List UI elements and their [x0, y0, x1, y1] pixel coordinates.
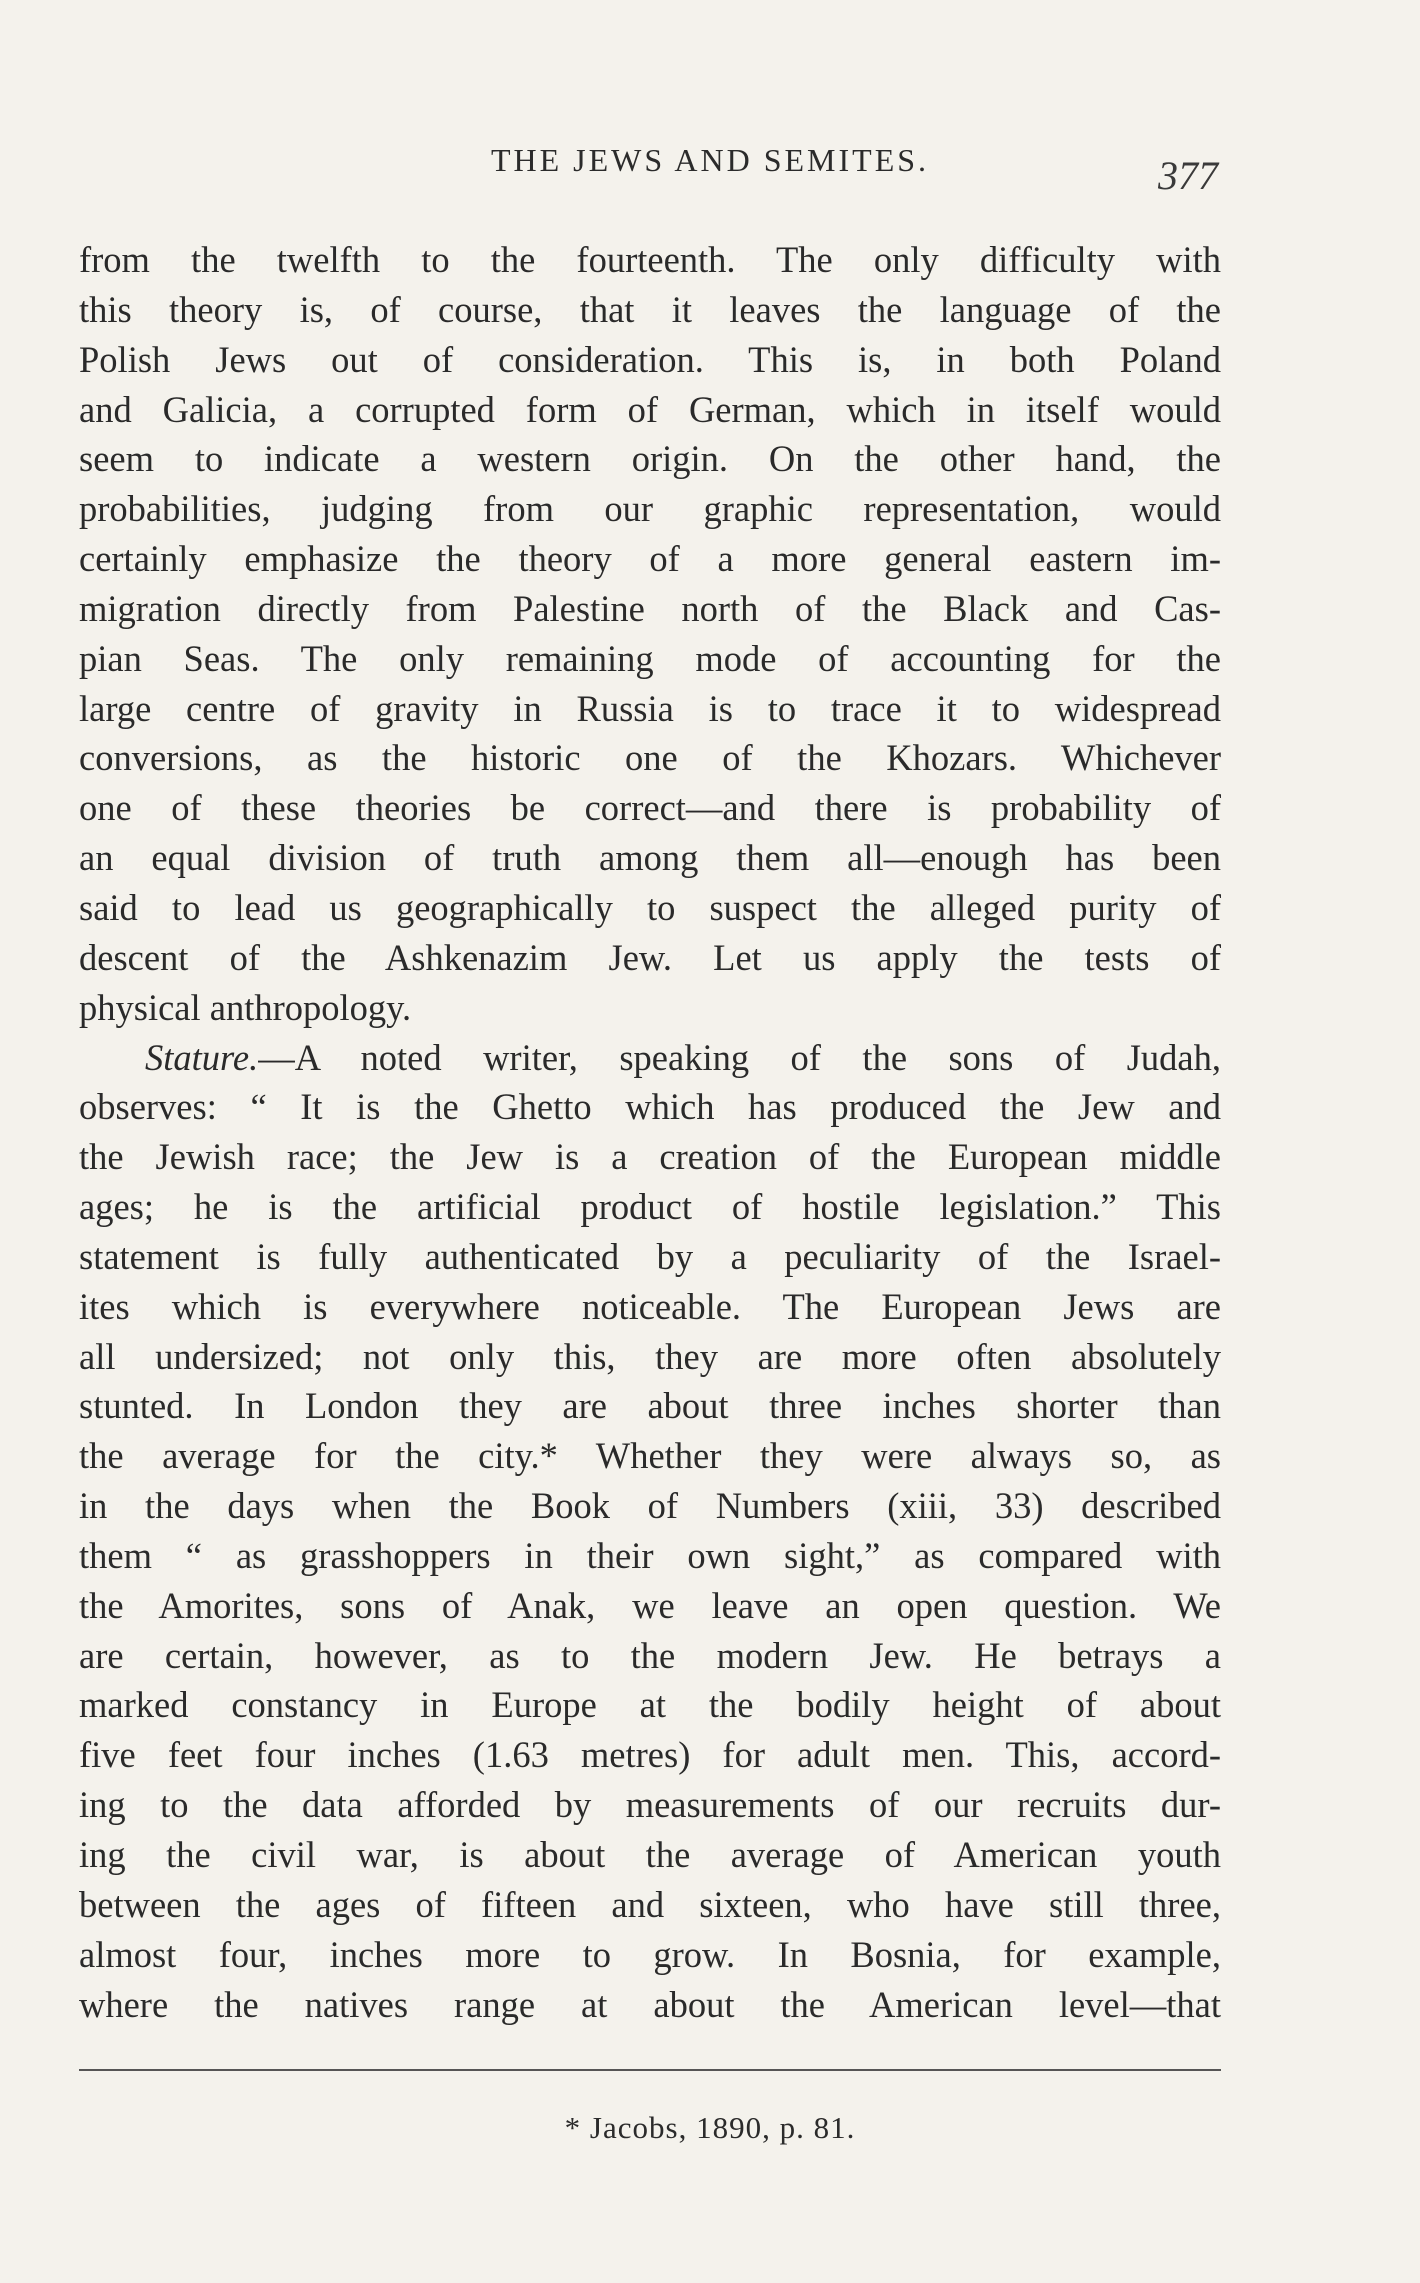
- text-line: between the ages of fifteen and sixteen, who have still three,: [79, 1883, 1221, 1925]
- text-line: almost four, inches more to grow. In Bosnia, for example,: [79, 1933, 1221, 1975]
- text-line: ing to the data afforded by measurements of our recruits dur-: [79, 1784, 1221, 1826]
- text-line: and Galicia, a corrupted form of German, which in itself would: [79, 388, 1221, 430]
- text-line: this theory is, of course, that it leaves the language of the: [79, 288, 1221, 330]
- text-line: are certain, however, as to the modern Jew. He betrays a: [79, 1634, 1221, 1676]
- text-line: Polish Jews out of consideration. This is, in both Poland: [79, 338, 1221, 380]
- text-line: conversions, as the historic one of the Khozars. Whichever: [79, 737, 1221, 779]
- text-line: the average for the city.* Whether they were always so, as: [79, 1435, 1221, 1477]
- text-line: stunted. In London they are about three inches shorter than: [79, 1385, 1221, 1427]
- footnote-divider: [79, 2069, 1221, 2071]
- text-line: descent of the Ashkenazim Jew. Let us apply the tests of: [79, 936, 1221, 978]
- running-head-title: THE JEWS AND SEMITES.: [490, 142, 930, 178]
- text-line: seem to indicate a western origin. On the other hand, the: [79, 438, 1221, 480]
- page-number: 377: [1158, 153, 1218, 198]
- text-line: probabilities, judging from our graphic representation, would: [79, 488, 1221, 530]
- text-line: observes: “ It is the Ghetto which has produced the Jew and: [79, 1086, 1221, 1128]
- text-line: pian Seas. The only remaining mode of accounting for the: [79, 637, 1221, 679]
- text-line: the Jewish race; the Jew is a creation of the European middle: [79, 1136, 1221, 1178]
- text-line: them “ as grasshoppers in their own sight,” as compared with: [79, 1534, 1221, 1576]
- paragraph-first-line: [79, 1033, 1221, 1083]
- body-text: [79, 235, 1221, 2029]
- footnote: * Jacobs, 1890, p. 81.: [564, 2110, 856, 2145]
- text-line: statement is fully authenticated by a peculiarity of the Israel-: [79, 1235, 1221, 1277]
- text-line: ing the civil war, is about the average of American youth: [79, 1834, 1221, 1875]
- text-line: ites which is everywhere noticeable. The European Jews are: [79, 1285, 1221, 1327]
- text-line: physical anthropology.: [79, 986, 412, 1028]
- text-line: certainly emphasize the theory of a more general eastern im-: [79, 538, 1221, 580]
- text-line: from the twelfth to the fourteenth. The only difficulty with: [79, 239, 1221, 280]
- text-line: in the days when the Book of Numbers (xiii, 33) described: [79, 1485, 1221, 1527]
- text-line: marked constancy in Europe at the bodily height of about: [79, 1684, 1221, 1726]
- section-heading-stature: Stature.: [145, 1036, 259, 1078]
- text-line: large centre of gravity in Russia is to trace it to widespread: [79, 687, 1221, 729]
- text-line: ages; he is the artificial product of hostile legislation.” This: [79, 1186, 1221, 1228]
- text-line: the Amorites, sons of Anak, we leave an open question. We: [79, 1584, 1221, 1626]
- text-line: one of these theories be correct—and there is probability of: [79, 787, 1221, 829]
- text-line: migration directly from Palestine north of the Black and Cas-: [79, 587, 1221, 629]
- text-line: an equal division of truth among them all—enough has been: [79, 837, 1221, 879]
- text-line: said to lead us geographically to suspect the alleged purity of: [79, 886, 1221, 928]
- text-line: five feet four inches (1.63 metres) for adult men. This, accord-: [79, 1734, 1221, 1776]
- text-fragment: —A noted writer, speaking of the sons of Judah,: [258, 1036, 1221, 1078]
- text-line: all undersized; not only this, they are more often absolutely: [79, 1335, 1221, 1377]
- text-line: where the natives range at about the American level—that: [79, 1983, 1221, 2025]
